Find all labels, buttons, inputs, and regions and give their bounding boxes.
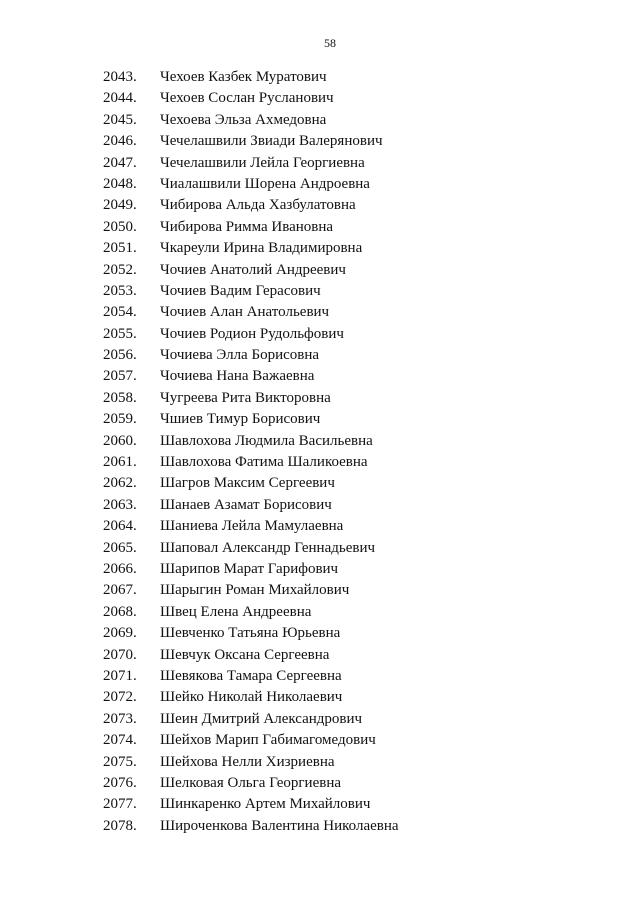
entry-number: 2068. xyxy=(103,603,137,620)
entry-number: 2064. xyxy=(103,518,137,535)
list-item xyxy=(103,67,399,88)
entry-number: 2043. xyxy=(103,69,137,85)
list-item xyxy=(103,153,399,174)
entry-number: 2057. xyxy=(103,368,137,385)
entry-name: Шевякова Тамара Сергеевна xyxy=(160,667,342,684)
entry-number: 2069. xyxy=(103,625,137,642)
entry-number: 2059. xyxy=(103,411,137,428)
list-item xyxy=(103,88,399,109)
list-item xyxy=(103,645,399,666)
list-item xyxy=(103,409,399,430)
list-item xyxy=(103,495,399,516)
entry-name: Шавлохова Людмила Васильевна xyxy=(160,432,373,449)
entry-number: 2058. xyxy=(103,389,137,406)
entry-number: 2076. xyxy=(103,774,137,791)
entry-name: Шейко Николай Николаевич xyxy=(160,689,343,706)
list-item xyxy=(103,516,399,537)
entry-name: Шинкаренко Артем Михайлович xyxy=(160,796,371,813)
entry-number: 2061. xyxy=(103,454,137,471)
list-item xyxy=(103,345,399,366)
entry-number: 2046. xyxy=(103,133,137,150)
entry-name: Чехоев Казбек Муратович xyxy=(160,69,327,85)
list-item xyxy=(103,260,399,281)
entry-number: 2055. xyxy=(103,325,137,342)
list-item xyxy=(103,580,399,601)
entry-name: Широченкова Валентина Николаевна xyxy=(160,817,399,834)
list-item xyxy=(103,217,399,238)
entry-number: 2065. xyxy=(103,539,137,556)
entry-number: 2048. xyxy=(103,175,137,192)
entry-name: Чочиева Нана Важаевна xyxy=(160,368,315,385)
list-item xyxy=(103,366,399,387)
list-item xyxy=(103,452,399,473)
list-item xyxy=(103,794,399,815)
entry-name: Шаниева Лейла Мамулаевна xyxy=(160,518,344,535)
entry-name: Чшиев Тимур Борисович xyxy=(160,411,321,428)
list-item xyxy=(103,773,399,794)
list-item xyxy=(103,302,399,323)
list-item xyxy=(103,431,399,452)
list-item xyxy=(103,110,399,131)
entry-number: 2067. xyxy=(103,582,137,599)
list-item xyxy=(103,131,399,152)
entry-name: Шейхов Марип Габимагомедович xyxy=(160,732,376,749)
entry-number: 2066. xyxy=(103,560,137,577)
entry-name: Чочиев Вадим Герасович xyxy=(160,282,321,299)
entry-number: 2054. xyxy=(103,304,137,321)
list-item xyxy=(103,195,399,216)
entry-name: Чочиев Анатолий Андреевич xyxy=(160,261,346,278)
entry-number: 2052. xyxy=(103,261,137,278)
entry-name: Шевченко Татьяна Юрьевна xyxy=(160,625,341,642)
entry-name: Чочиев Алан Анатольевич xyxy=(160,304,330,321)
entry-number: 2053. xyxy=(103,282,137,299)
list-item xyxy=(103,602,399,623)
list-item xyxy=(103,559,399,580)
list-item xyxy=(103,730,399,751)
list-item xyxy=(103,324,399,345)
entry-name: Чочиева Элла Борисовна xyxy=(160,347,320,364)
entry-number: 2078. xyxy=(103,817,137,834)
entry-name: Чочиев Родион Рудольфович xyxy=(160,325,344,342)
entry-name: Шарипов Марат Гарифович xyxy=(160,560,339,577)
page-number: 58 xyxy=(324,36,336,50)
entry-name: Чкареули Ирина Владимировна xyxy=(160,240,363,257)
entry-number: 2045. xyxy=(103,111,137,128)
entry-number: 2044. xyxy=(103,90,137,107)
list-item xyxy=(103,623,399,644)
entry-name: Шавлохова Фатима Шаликоевна xyxy=(160,454,368,471)
list-item xyxy=(103,709,399,730)
list-item xyxy=(103,174,399,195)
entry-number: 2062. xyxy=(103,475,137,492)
entry-name: Шейхова Нелли Хизриевна xyxy=(160,753,335,770)
entry-number: 2070. xyxy=(103,646,137,663)
entry-name: Шанаев Азамат Борисович xyxy=(160,496,332,513)
entry-name: Чугреева Рита Викторовна xyxy=(160,389,331,406)
entry-number: 2049. xyxy=(103,197,137,214)
list-item xyxy=(103,666,399,687)
entry-number: 2077. xyxy=(103,796,137,813)
entry-number: 2047. xyxy=(103,154,137,171)
entry-number: 2060. xyxy=(103,432,137,449)
entry-name: Шеин Дмитрий Александрович xyxy=(160,710,363,727)
list-item xyxy=(103,238,399,259)
entry-name: Чибирова Альда Хазбулатовна xyxy=(160,197,356,214)
entry-name: Чехоев Сослан Русланович xyxy=(160,90,334,107)
entry-number: 2073. xyxy=(103,710,137,727)
list-item xyxy=(103,687,399,708)
list-item xyxy=(103,752,399,773)
entry-name: Швец Елена Андреевна xyxy=(160,603,312,620)
entry-number: 2075. xyxy=(103,753,137,770)
entry-number: 2051. xyxy=(103,240,137,257)
list-item xyxy=(103,281,399,302)
entry-number: 2072. xyxy=(103,689,137,706)
entry-name: Чечелашвили Звиади Валерянович xyxy=(160,133,383,150)
list-item xyxy=(103,538,399,559)
entry-name: Чиалашвили Шорена Андроевна xyxy=(160,175,370,192)
list-item xyxy=(103,473,399,494)
name-list xyxy=(103,67,399,837)
entry-name: Чечелашвили Лейла Георгиевна xyxy=(160,154,365,171)
list-item xyxy=(103,816,399,837)
entry-number: 2056. xyxy=(103,347,137,364)
entry-name: Чехоева Эльза Ахмедовна xyxy=(160,111,327,128)
entry-name: Чибирова Римма Ивановна xyxy=(160,218,334,235)
entry-number: 2074. xyxy=(103,732,137,749)
list-item xyxy=(103,388,399,409)
entry-name: Шелковая Ольга Георгиевна xyxy=(160,774,342,791)
entry-number: 2050. xyxy=(103,218,137,235)
entry-name: Шаповал Александр Геннадьевич xyxy=(160,539,376,556)
entry-name: Шевчук Оксана Сергеевна xyxy=(160,646,330,663)
entry-number: 2071. xyxy=(103,667,137,684)
entry-number: 2063. xyxy=(103,496,137,513)
entry-name: Шагров Максим Сергеевич xyxy=(160,475,335,492)
entry-name: Шарыгин Роман Михайлович xyxy=(160,582,350,599)
